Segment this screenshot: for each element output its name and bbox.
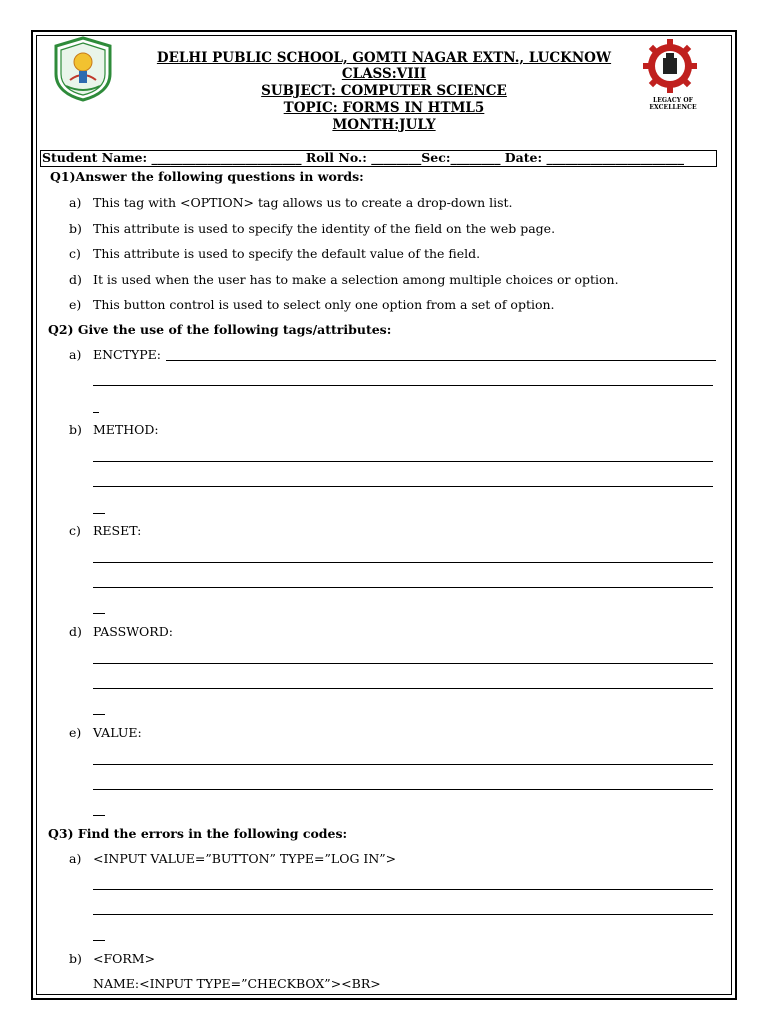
class-label: CLASS:VIII xyxy=(341,66,427,82)
answer-line-stub xyxy=(93,412,99,413)
q3-item-letter: a) xyxy=(69,851,82,866)
month-label: MONTH:JULY xyxy=(332,117,436,133)
answer-line[interactable] xyxy=(93,688,713,689)
q1-item-letter: c) xyxy=(69,246,81,261)
tagline: LEGACY OF EXCELLENCE xyxy=(649,97,697,111)
answer-line[interactable] xyxy=(93,385,713,386)
subject-label: SUBJECT: COMPUTER SCIENCE xyxy=(261,83,507,99)
q1-item-text: This tag with <OPTION> tag allows us to create a drop-down list. xyxy=(93,195,513,210)
answer-line[interactable] xyxy=(166,360,716,361)
answer-line[interactable] xyxy=(93,889,713,890)
q3-item-code-line2: NAME:<INPUT TYPE=”CHECKBOX”><BR> xyxy=(93,976,381,991)
answer-line-stub xyxy=(93,714,105,715)
gear-emblem-logo xyxy=(642,38,698,94)
q3-item-code: <INPUT VALUE=”BUTTON” TYPE=”LOG IN”> xyxy=(93,851,397,866)
answer-line-stub xyxy=(93,513,105,514)
q2-item-letter: e) xyxy=(69,725,82,740)
q2-item-text: VALUE: xyxy=(93,725,142,740)
q1-item-text: It is used when the user has to make a selection among multiple choices or option. xyxy=(93,272,619,287)
q1-item-text: This button control is used to select only one option from a set of option. xyxy=(93,297,555,312)
school-name: DELHI PUBLIC SCHOOL, GOMTI NAGAR EXTN., LUCKNOW xyxy=(156,50,612,66)
answer-line[interactable] xyxy=(93,789,713,790)
q1-heading: Q1)Answer the following questions in words: xyxy=(50,169,364,184)
q2-item-text: METHOD: xyxy=(93,422,159,437)
q2-item-text: PASSWORD: xyxy=(93,624,173,639)
q2-heading: Q2) Give the use of the following tags/attributes: xyxy=(48,322,392,337)
answer-line-stub xyxy=(93,940,105,941)
answer-line-stub xyxy=(93,815,105,816)
answer-line[interactable] xyxy=(93,663,713,664)
q1-item-letter: d) xyxy=(69,272,82,287)
q1-item-text: This attribute is used to specify the identity of the field on the web page. xyxy=(93,221,556,236)
q1-item-letter: a) xyxy=(69,195,82,210)
answer-line[interactable] xyxy=(93,587,713,588)
q2-item-letter: b) xyxy=(69,422,82,437)
q3-item-letter: b) xyxy=(69,951,82,966)
q1-item-letter: e) xyxy=(69,297,82,312)
answer-line[interactable] xyxy=(93,486,713,487)
answer-line[interactable] xyxy=(93,562,713,563)
answer-line-stub xyxy=(93,613,105,614)
q2-item-letter: d) xyxy=(69,624,82,639)
q2-item-letter: c) xyxy=(69,523,81,538)
answer-line[interactable] xyxy=(93,764,713,765)
q3-item-code: <FORM> xyxy=(93,951,156,966)
answer-line[interactable] xyxy=(93,461,713,462)
q1-item-text: This attribute is used to specify the default value of the field. xyxy=(93,246,481,261)
q2-item-text: RESET: xyxy=(93,523,142,538)
q3-heading: Q3) Find the errors in the following codes: xyxy=(48,826,348,841)
topic-label: TOPIC: FORMS IN HTML5 xyxy=(283,100,485,116)
q1-item-letter: b) xyxy=(69,221,82,236)
q2-item-text: ENCTYPE: xyxy=(93,347,161,362)
answer-line[interactable] xyxy=(93,914,713,915)
student-info-row[interactable]: Student Name: ________________________ Roll No.: ________Sec:________ Date: ______________________ xyxy=(40,150,717,167)
q2-item-letter: a) xyxy=(69,347,82,362)
